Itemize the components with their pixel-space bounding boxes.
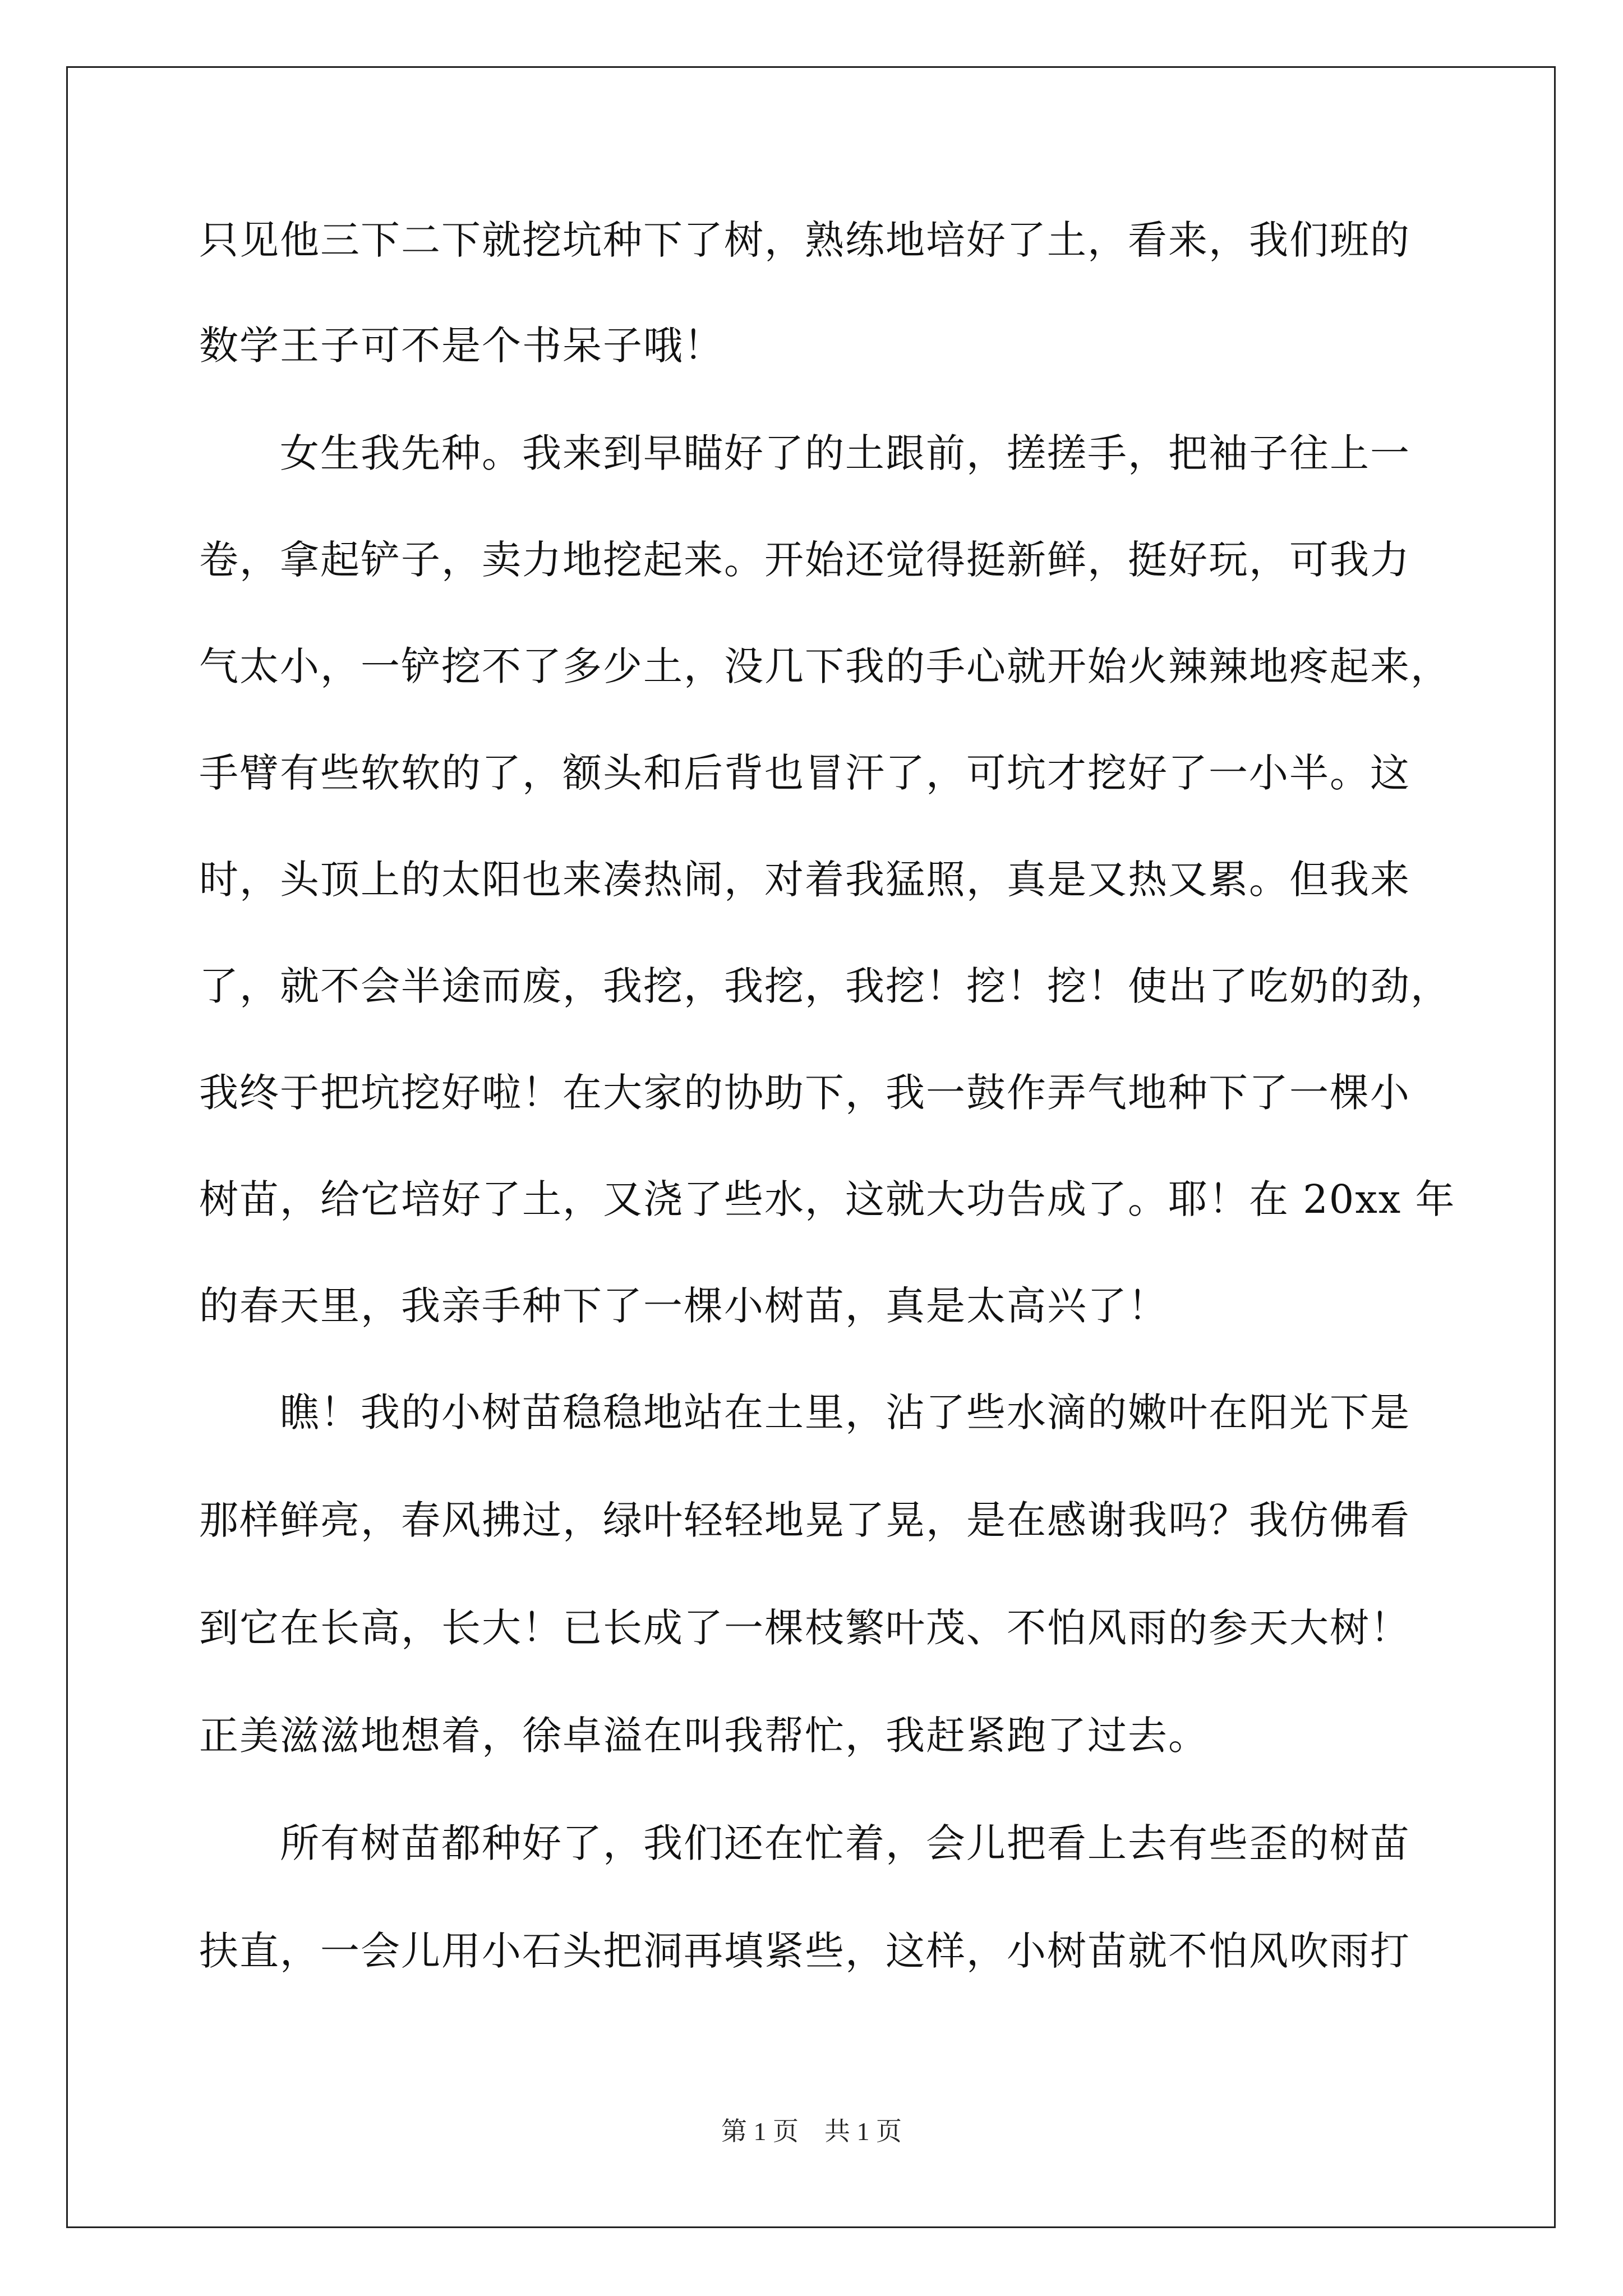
text-line: 扶直，一会儿用小石头把洞再填紧些，这样，小树苗就不怕风吹雨打 — [199, 1928, 1410, 1974]
text-line: 瞧！我的小树苗稳稳地站在土里，沾了些水滴的嫩叶在阳光下是 — [199, 1389, 1410, 1435]
text-line: 气太小，一铲挖不了多少土，没几下我的手心就开始火辣辣地疼起来， — [199, 643, 1451, 689]
text-line: 数学王子可不是个书呆子哦！ — [199, 323, 724, 369]
text-line: 只见他三下二下就挖坑种下了树，熟练地培好了土，看来，我们班的 — [199, 217, 1410, 263]
page-number-footer: 第 1 页 共 1 页 — [721, 2117, 902, 2146]
text-line: 所有树苗都种好了，我们还在忙着，会儿把看上去有些歪的树苗 — [199, 1820, 1410, 1866]
text-line: 了，就不会半途而废，我挖，我挖，我挖！挖！挖！使出了吃奶的劲， — [199, 963, 1451, 1009]
text-line: 的春天里，我亲手种下了一棵小树苗，真是太高兴了！ — [199, 1283, 1168, 1329]
text-line: 那样鲜亮，春风拂过，绿叶轻轻地晃了晃，是在感谢我吗？我仿佛看 — [199, 1497, 1410, 1543]
text-line: 树苗，给它培好了土，又浇了些水，这就大功告成了。耶！在 20xx 年 — [199, 1176, 1456, 1222]
text-line: 手臂有些软软的了，额头和后背也冒汗了，可坑才挖好了一小半。这 — [199, 750, 1410, 796]
text-line: 我终于把坑挖好啦！在大家的协助下，我一鼓作弄气地种下了一棵小 — [199, 1070, 1410, 1116]
page-border — [66, 66, 1556, 2228]
text-line: 女生我先种。我来到早瞄好了的土跟前，搓搓手，把袖子往上一 — [199, 430, 1410, 476]
text-line: 到它在长高，长大！已长成了一棵枝繁叶茂、不怕风雨的参天大树！ — [199, 1605, 1410, 1651]
text-line: 正美滋滋地想着，徐卓溢在叫我帮忙，我赶紧跑了过去。 — [199, 1713, 1209, 1759]
text-line: 卷，拿起铲子，卖力地挖起来。开始还觉得挺新鲜，挺好玩，可我力 — [199, 537, 1410, 583]
text-line: 时，头顶上的太阳也来凑热闹，对着我猛照，真是又热又累。但我来 — [199, 857, 1410, 903]
